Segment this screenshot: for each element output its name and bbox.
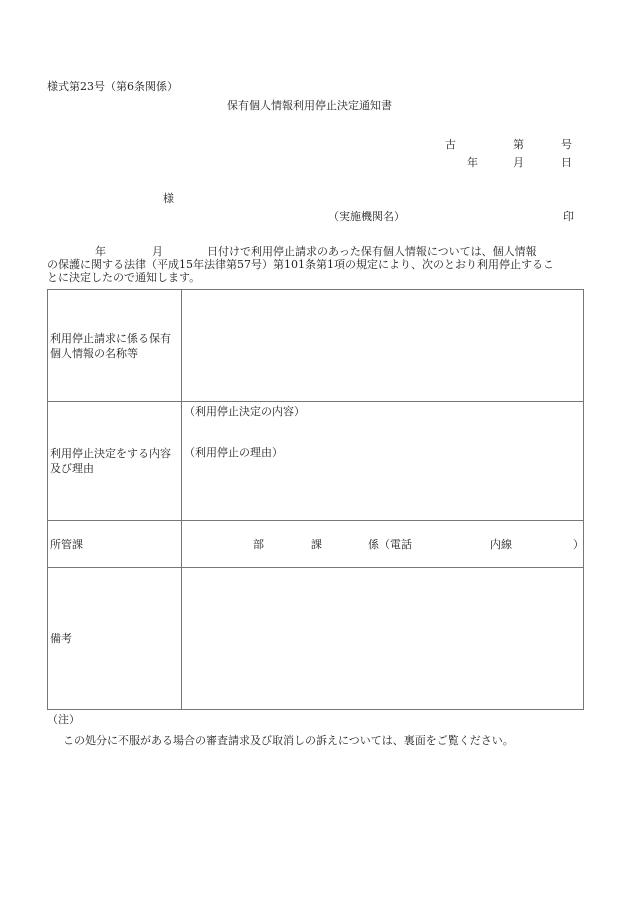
decision-content-heading: （利用停止決定の内容） — [184, 405, 305, 418]
decision-reason-heading: （利用停止の理由） — [184, 446, 283, 459]
table-row — [48, 521, 584, 568]
value-info-name[interactable] — [182, 290, 584, 402]
body-line1: 日付けで利用停止請求のあった保有個人情報については、個人情報 — [207, 245, 537, 258]
value-department[interactable] — [182, 521, 584, 568]
value-decision[interactable] — [182, 402, 584, 521]
form-number: 様式第23号（第6条関係） — [47, 80, 178, 93]
label-remarks: 備考 — [48, 568, 182, 710]
dept-naisen: 内線 — [490, 538, 512, 551]
note-text: この処分に不服がある場合の審査請求及び取消しの訴えについては、裏面をご覧ください。 — [63, 734, 514, 747]
doc-number-prefix: 古 — [445, 138, 456, 151]
body-line2: の保護に関する法律（平成15年法律第57号）第101条第1項の規定により、次のとおり利用停止するこ — [47, 258, 554, 271]
seal-mark: 印 — [563, 210, 574, 223]
body-month: 月 — [152, 245, 163, 258]
body-year: 年 — [95, 245, 106, 258]
decision-table — [47, 289, 584, 710]
table-row — [48, 290, 584, 402]
org-name: （実施機関名） — [328, 210, 405, 223]
date-year: 年 — [467, 156, 478, 169]
body-paragraph — [47, 245, 585, 284]
value-remarks[interactable] — [182, 568, 584, 710]
doc-number-dai: 第 — [513, 138, 524, 151]
doc-number-go: 号 — [561, 138, 572, 151]
document-title: 保有個人情報利用停止決定通知書 — [227, 99, 392, 112]
body-line3: とに決定したので通知します。 — [47, 271, 201, 284]
date-day: 日 — [561, 156, 572, 169]
dept-close: ） — [573, 538, 584, 551]
label-decision: 利用停止決定をする内容及び理由 — [48, 402, 182, 521]
dept-kakari: 係（電話 — [368, 538, 412, 551]
dept-bu: 部 — [253, 538, 264, 551]
dept-ka: 課 — [311, 538, 322, 551]
note-heading: （注） — [47, 713, 80, 726]
label-info-name: 利用停止請求に係る保有個人情報の名称等 — [48, 290, 182, 402]
table-row — [48, 568, 584, 710]
recipient-suffix: 様 — [163, 192, 174, 205]
date-month: 月 — [513, 156, 524, 169]
label-department: 所管課 — [48, 521, 182, 568]
table-row — [48, 402, 584, 521]
